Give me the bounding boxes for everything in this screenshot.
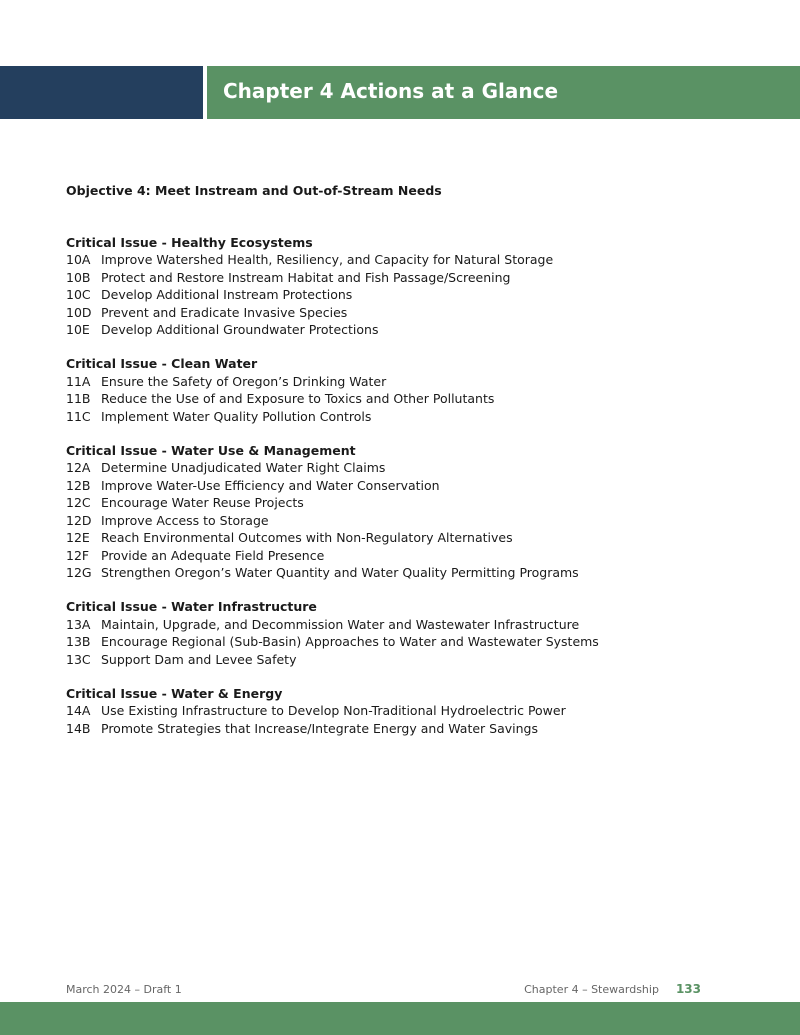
- action-text: Protect and Restore Instream Habitat and Fish Passage/Screening: [101, 269, 511, 285]
- action-text: Provide an Adequate Field Presence: [101, 547, 325, 563]
- action-text: Ensure the Safety of Oregon’s Drinking Water: [101, 373, 387, 389]
- action-code: 12C: [66, 495, 91, 511]
- action-code: 11C: [66, 408, 91, 424]
- action-text: Use Existing Infrastructure to Develop Non-Traditional Hydroelectric Power: [101, 703, 566, 719]
- footer-bar: [0, 1002, 800, 1035]
- action-text: Strengthen Oregon’s Water Quantity and Water Quality Permitting Programs: [101, 564, 579, 580]
- header-dark-band: [0, 66, 203, 119]
- action-text: Implement Water Quality Pollution Controls: [101, 408, 372, 424]
- action-item: [66, 547, 766, 564]
- action-item: [66, 408, 766, 425]
- action-item: [66, 702, 766, 719]
- critical-issue-section: [66, 355, 766, 425]
- action-text: Encourage Water Reuse Projects: [101, 495, 304, 511]
- critical-issue-section: [66, 685, 766, 737]
- critical-issue-heading: Critical Issue - Water Use & Management: [66, 443, 356, 459]
- footer-date: March 2024 – Draft 1: [66, 983, 182, 996]
- action-code: 13B: [66, 634, 91, 650]
- action-code: 10C: [66, 287, 91, 303]
- page-title: Chapter 4 Actions at a Glance: [223, 79, 559, 103]
- action-text: Support Dam and Levee Safety: [101, 651, 297, 667]
- action-text: Reach Environmental Outcomes with Non-Regulatory Alternatives: [101, 530, 513, 546]
- action-item: [66, 269, 766, 286]
- action-code: 11B: [66, 391, 91, 407]
- action-code: 12E: [66, 530, 90, 546]
- action-code: 13C: [66, 651, 91, 667]
- action-item: [66, 564, 766, 581]
- action-code: 14A: [66, 703, 91, 719]
- critical-issue-heading: Critical Issue - Healthy Ecosystems: [66, 235, 313, 250]
- objective-heading: Objective 4: Meet Instream and Out-of-Stream Needs: [66, 183, 442, 198]
- action-code: 12D: [66, 512, 92, 528]
- action-text: Develop Additional Groundwater Protections: [101, 322, 379, 338]
- action-item: [66, 512, 766, 529]
- action-code: 12A: [66, 460, 91, 476]
- action-code: 10B: [66, 269, 91, 285]
- action-item: [66, 494, 766, 511]
- action-code: 12F: [66, 547, 90, 563]
- action-code: 12B: [66, 477, 91, 493]
- action-text: Reduce the Use of and Exposure to Toxics and Other Pollutants: [101, 391, 495, 407]
- action-code: 13A: [66, 616, 91, 632]
- footer-chapter: Chapter 4 – Stewardship: [524, 983, 659, 996]
- action-text: Maintain, Upgrade, and Decommission Water and Wastewater Infrastructure: [101, 616, 580, 632]
- header-green-band: [207, 66, 800, 119]
- action-text: Improve Water-Use Efficiency and Water Conservation: [101, 477, 440, 493]
- critical-issue-heading: Critical Issue - Clean Water: [66, 356, 258, 372]
- critical-issue-section: [66, 234, 766, 338]
- action-text: Encourage Regional (Sub-Basin) Approaches to Water and Wastewater Systems: [101, 634, 599, 650]
- action-code: 11A: [66, 373, 91, 389]
- actions-list: [66, 234, 766, 754]
- action-text: Promote Strategies that Increase/Integrate Energy and Water Savings: [101, 720, 538, 736]
- action-code: 10E: [66, 322, 90, 338]
- action-item: [66, 286, 766, 303]
- action-code: 14B: [66, 720, 91, 736]
- action-item: [66, 304, 766, 321]
- action-text: Develop Additional Instream Protections: [101, 287, 353, 303]
- action-item: [66, 251, 766, 268]
- action-item: [66, 373, 766, 390]
- action-item: [66, 321, 766, 338]
- action-item: [66, 390, 766, 407]
- action-item: [66, 651, 766, 668]
- action-code: 12G: [66, 564, 92, 580]
- action-item: [66, 633, 766, 650]
- critical-issue-section: [66, 442, 766, 581]
- action-code: 10D: [66, 304, 92, 320]
- action-item: [66, 616, 766, 633]
- action-item: [66, 459, 766, 476]
- action-text: Improve Access to Storage: [101, 512, 269, 528]
- critical-issue-heading: Critical Issue - Water & Energy: [66, 685, 283, 701]
- action-item: [66, 720, 766, 737]
- page-number: 133: [675, 982, 701, 996]
- action-item: [66, 529, 766, 546]
- action-code: 10A: [66, 252, 91, 268]
- action-text: Improve Watershed Health, Resiliency, and Capacity for Natural Storage: [101, 252, 554, 268]
- action-text: Prevent and Eradicate Invasive Species: [101, 304, 348, 320]
- action-text: Determine Unadjudicated Water Right Claims: [101, 460, 386, 476]
- footer-right: [524, 982, 701, 996]
- critical-issue-heading: Critical Issue - Water Infrastructure: [66, 599, 317, 615]
- critical-issue-section: [66, 598, 766, 668]
- action-item: [66, 477, 766, 494]
